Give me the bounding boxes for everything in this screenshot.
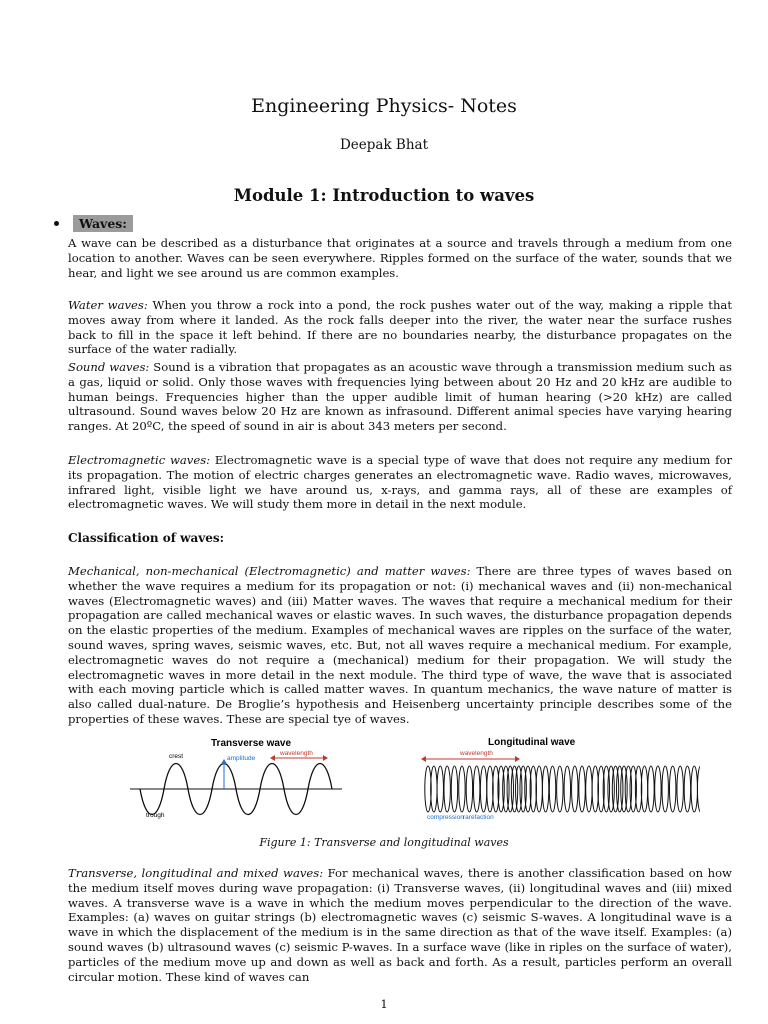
long-arrowhead-right [515, 756, 520, 762]
spring-coil [473, 766, 479, 812]
bullet-dot-icon [54, 221, 59, 226]
wavelength-arrowhead-right [323, 755, 328, 761]
crest-label: crest [169, 753, 184, 760]
em-waves-text: Electromagnetic wave is a special type of wave that does not require any medium for its propagation. The motion of electric charges generates an electromagnetic wave. Radio waves, microwaves, infrared light, visible light we have around us, x-rays, and gamma rays, all of these are examples of electromagnetic waves. We will study them more in detail in the next module. [68, 453, 732, 512]
wavelength-label-transverse: wavelength [280, 750, 313, 757]
spring-coil [669, 766, 675, 812]
spring-coil [542, 766, 548, 812]
spring-coil [557, 766, 563, 812]
spring-coil [662, 766, 668, 812]
water-waves-label: Water waves: [68, 298, 148, 312]
transverse-waves-label: Transverse, longitudinal and mixed waves: [68, 866, 324, 880]
spring-coils [425, 766, 700, 812]
mechanical-waves-paragraph [68, 564, 732, 727]
spring-coil [684, 766, 690, 812]
spring-coil [697, 766, 700, 812]
spring-coil [480, 766, 486, 812]
trough-label: trough [146, 812, 165, 819]
sound-waves-text: Sound is a vibration that propagates as an acoustic wave through a transmission medium such as a gas, liquid or solid. Only those waves with frequencies lying between about 20 Hz and 20 kHz are audible to human beings. Frequencies higher than the upper audible limit of human hearing (>20 kHz) are called ultrasound. Sound waves below 20 Hz are known as infrasound. Different animal species have varying hearing ranges. At 20ºC, the speed of sound in air is about 343 meters per second. [68, 360, 732, 434]
spring-coil [586, 766, 592, 812]
spring-coil [655, 766, 661, 812]
waves-figure [130, 733, 700, 825]
classification-heading: Classification of waves: [68, 531, 225, 545]
transverse-waves-text: For mechanical waves, there is another classification based on how the medium itself moves during wave propagation: (i) Transverse waves, (ii) longitudinal waves and (iii) mixed waves. A transverse wave is a wave in which the medium moves perpendicular to the direction of the wave. Examples: (a) waves on guitar strings (b) electromagnetic waves (c) seismic S-waves. A longitudinal wave is a wave in which the displacement of the medium is in the same direction as that of the wave itself. Examples: (a) sound waves (b) ultrasound waves (c) seismic P-waves. In a surface wave (like in riples on the surface of water), particles of the medium move up and down as well as back and forth. As a result, particles perform an overall circular motion. These kind of waves can [68, 866, 732, 984]
page-number: 1 [380, 997, 388, 1011]
spring-coil [572, 766, 578, 812]
transverse-waves-paragraph [68, 866, 732, 984]
transverse-wave-title: Transverse wave [211, 738, 292, 749]
compression-label: compression [427, 814, 464, 821]
waves-label: Waves: [73, 215, 133, 232]
document-title: Engineering Physics- Notes [251, 95, 517, 117]
long-arrowhead-left [421, 756, 426, 762]
figure-caption: Figure 1: Transverse and longitudinal waves [259, 836, 509, 849]
mechanical-waves-label: Mechanical, non-mechanical (Electromagnetic) and matter waves: [68, 564, 471, 578]
module-heading: Module 1: Introduction to waves [233, 186, 535, 205]
em-waves-label: Electromagnetic waves: [68, 453, 211, 467]
spring-coil [466, 766, 472, 812]
wavelength-arrowhead-left [270, 755, 275, 761]
spring-coil [459, 766, 465, 812]
author-name: Deepak Bhat [339, 137, 429, 153]
spring-coil [579, 766, 585, 812]
spring-coil [564, 766, 570, 812]
sound-waves-paragraph [68, 360, 732, 434]
em-waves-paragraph [68, 453, 732, 512]
spring-coil [444, 766, 450, 812]
intro-paragraph: A wave can be described as a disturbance that originates at a source and travels through a medium from one location to another. Waves can be seen everywhere. Ripples formed on the surface of the water, sounds that we hear, and light we see around us are common examples. [68, 236, 732, 280]
water-waves-paragraph [68, 298, 732, 357]
longitudinal-wave-title: Longitudinal wave [488, 737, 576, 748]
mechanical-waves-text: There are three types of waves based on whether the wave requires a medium for its propagation or not: (i) mechanical waves and (ii) non-mechanical waves (Electromagnetic waves) and (iii) Matter waves. The waves that require a mechanical medium for their propagation are called mechanical waves or elastic waves. In such waves, the disturbance propagation depends on the elastic properties of the medium. Examples of mechanical waves are ripples on the surface of the water, sound waves, spring waves, seismic waves, etc. But, not all waves require a mechanical medium. For example, electromagnetic waves do not require a (mechanical) medium for their propagation. We will study the electromagnetic waves in more detail in the next module. The third type of wave, the wave that is associated with each moving particle which is called matter waves. In quantum mechanics, the wave nature of matter is also called dual-nature. De Broglie’s hypothesis and Heisenberg uncertainty principle describes some of the properties of these waves. These are special tye of waves. [68, 564, 732, 726]
spring-coil [677, 766, 683, 812]
spring-coil [451, 766, 457, 812]
rarefaction-label: rarefaction [463, 814, 494, 821]
wavelength-label-longitudinal: wavelength [460, 750, 493, 757]
spring-coil [691, 766, 697, 812]
spring-coil [437, 766, 443, 812]
water-waves-text: When you throw a rock into a pond, the rock pushes water out of the way, making a ripple that moves away from where it landed. As the rock falls deeper into the river, the water near the surface rushes back to fill in the space it left behind. If there are no boundaries nearby, the disturbance propagates on the surface of the water radially. [68, 298, 732, 357]
sound-waves-label: Sound waves: [68, 360, 150, 374]
spring-coil [549, 766, 555, 812]
waves-bullet [54, 215, 133, 232]
amplitude-label: amplitude [227, 755, 256, 762]
spring-coil [648, 766, 654, 812]
